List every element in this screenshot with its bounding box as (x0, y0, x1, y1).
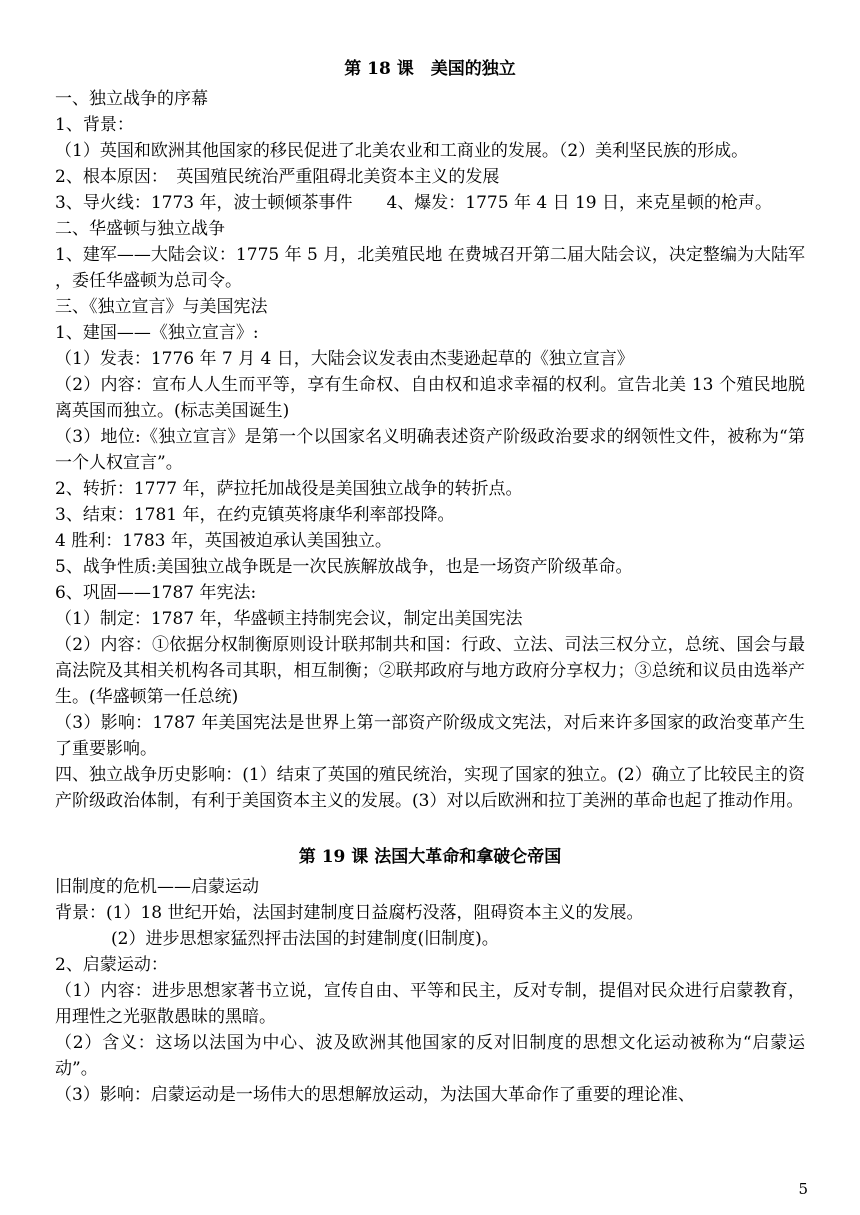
page-number: 5 (798, 1180, 808, 1198)
paragraph: 3、结束：1781 年，在约克镇英将康华利率部投降。 (55, 505, 455, 525)
paragraph: (2）进步思想家猛烈抨击法国的封建制度(旧制度)。 (111, 929, 499, 949)
paragraph: 6、巩固——1787 年宪法: (55, 583, 257, 603)
paragraph: 3、导火线：1773 年，波士顿倾茶事件 4、爆发：1775 年 4 日 19 日，来克星顿的枪声。 (55, 193, 773, 213)
paragraph: （3）地位:《独立宣言》是第一个以国家名义明确表述资产阶级政治要求的纲领性文件，被称为“第一个人权宣言”。 (55, 427, 805, 473)
paragraph: 1、建军——大陆会议：1775 年 5 月，北美殖民地 在费城召开第二届大陆会议，决定整编为大陆军 ，委任华盛顿为总司令。 (55, 245, 805, 291)
section-spacer (55, 814, 805, 840)
paragraph: （3）影响：启蒙运动是一场伟大的思想解放运动，为法国大革命作了重要的理论准、 (55, 1085, 695, 1105)
paragraph: （3）影响：1787 年美国宪法是世界上第一部资产阶级成文宪法，对后来许多国家的政治变革产生了重要影响。 (55, 713, 805, 759)
section-heading: 一、独立战争的序幕 (55, 89, 208, 109)
paragraph: （1）发表：1776 年 7 月 4 日，大陆会议发表由杰斐逊起草的《独立宣言》 (55, 349, 634, 369)
lesson-18-title: 第 18 课 美国的独立 (344, 59, 516, 79)
paragraph: 背景：(1）18 世纪开始，法国封建制度日益腐朽没落，阻碍资本主义的发展。 (55, 903, 644, 923)
paragraph: 1、建国——《独立宣言》: (55, 323, 259, 343)
document-page (55, 52, 805, 1108)
paragraph: （2）含义：这场以法国为中心、波及欧洲其他国家的反对旧制度的思想文化运动被称为“启蒙运动”。 (55, 1033, 805, 1079)
paragraph: （2）内容：宣布人人生而平等，享有生命权、自由权和追求幸福的权利。宣告北美 13 个殖民地脱离英国而独立。(标志美国诞生) (55, 375, 805, 421)
paragraph: 2、转折：1777 年，萨拉托加战役是美国独立战争的转折点。 (55, 479, 523, 499)
paragraph: 2、启蒙运动： (55, 955, 168, 975)
paragraph: 2、根本原因： 英国殖民统治严重阻碍北美资本主义的发展 (55, 167, 500, 187)
section-heading: 四、独立战争历史影响：(1）结束了英国的殖民统治，实现了国家的独立。(2）确立了比较民主的资产阶级政治体制，有利于美国资本主义的发展。(3）对以后欧洲和拉丁美洲的革命也起了推动作用。 (55, 765, 805, 811)
paragraph: （1）内容：进步思想家著书立说，宣传自由、平等和民主，反对专制，提倡对民众进行启蒙教育，用理性之光驱散愚昧的黑暗。 (55, 981, 805, 1027)
paragraph: （1）制定：1787 年，华盛顿主持制宪会议，制定出美国宪法 (55, 609, 523, 629)
paragraph: （1）英国和欧洲其他国家的移民促进了北美农业和工商业的发展。（2）美利坚民族的形成。 (55, 141, 749, 161)
lesson-19-title: 第 19 课 法国大革命和拿破仑帝国 (298, 847, 562, 867)
paragraph: 1、背景： (55, 115, 134, 135)
paragraph: 4 胜利：1783 年，英国被迫承认美国独立。 (55, 531, 392, 551)
paragraph: 5、战争性质:美国独立战争既是一次民族解放战争，也是一场资产阶级革命。 (55, 557, 633, 577)
paragraph: （2）内容：①依据分权制衡原则设计联邦制共和国：行政、立法、司法三权分立，总统、国会与最高法院及其相关机构各司其职，相互制衡；②联邦政府与地方政府分享权力；③总统和议员由选举产生。(华盛顿第一任总统) (55, 635, 805, 707)
section-heading: 三、《独立宣言》与美国宪法 (55, 297, 268, 317)
section-heading: 旧制度的危机——启蒙运动 (55, 877, 259, 897)
section-heading: 二、华盛顿与独立战争 (55, 219, 225, 239)
